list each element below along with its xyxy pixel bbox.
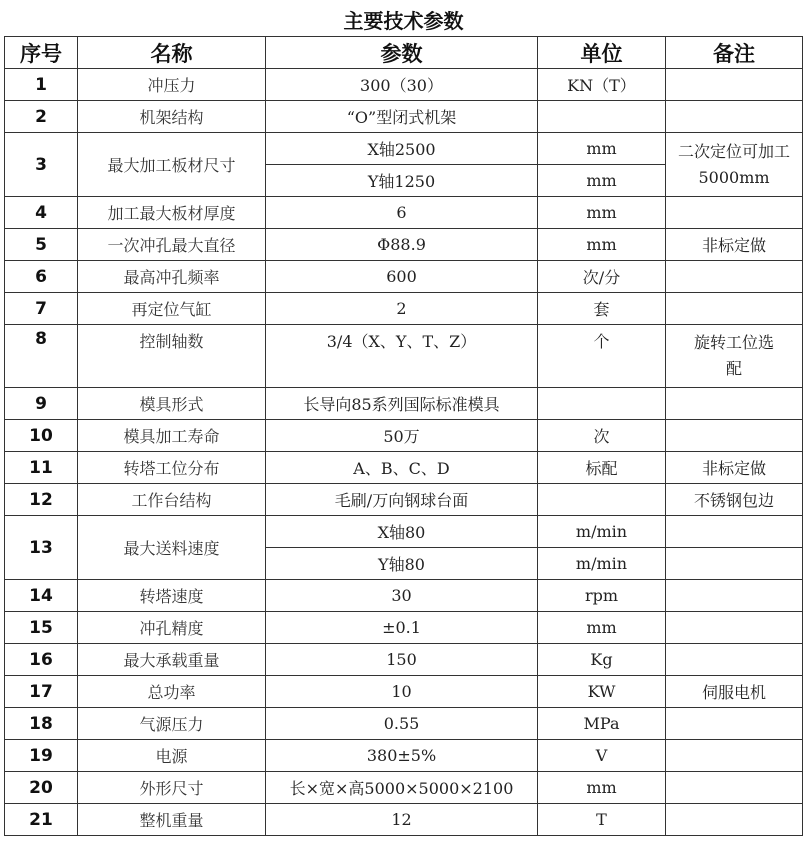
row-param: Y轴80 <box>266 548 538 580</box>
row-name: 冲压力 <box>78 69 266 101</box>
row-param: 2 <box>266 293 538 325</box>
row-unit: mm <box>538 197 666 229</box>
row-param: Φ88.9 <box>266 229 538 261</box>
row-unit: 次/分 <box>538 261 666 293</box>
row-note <box>666 261 803 293</box>
row-unit: V <box>538 740 666 772</box>
table-row <box>5 133 803 165</box>
row-param: “O”型闭式机架 <box>266 101 538 133</box>
row-note <box>666 388 803 420</box>
row-unit <box>538 484 666 516</box>
row-unit: mm <box>538 772 666 804</box>
row-name: 整机重量 <box>78 804 266 836</box>
table-row <box>5 229 803 261</box>
table-row <box>5 420 803 452</box>
row-note: 非标定做 <box>666 229 803 261</box>
table-row <box>5 516 803 548</box>
row-param: 10 <box>266 676 538 708</box>
row-unit: MPa <box>538 708 666 740</box>
row-unit: mm <box>538 612 666 644</box>
row-note <box>666 197 803 229</box>
row-unit: Kg <box>538 644 666 676</box>
row-seq: 9 <box>5 388 78 420</box>
document-title: 主要技术参数 <box>343 9 464 33</box>
row-seq: 18 <box>5 708 78 740</box>
table-row <box>5 261 803 293</box>
row-note: 伺服电机 <box>666 676 803 708</box>
row-name: 一次冲孔最大直径 <box>78 229 266 261</box>
row-name: 气源压力 <box>78 708 266 740</box>
row-param: X轴80 <box>266 516 538 548</box>
row-note <box>666 644 803 676</box>
row-param: 长×宽×高5000×5000×2100 <box>266 772 538 804</box>
row-note <box>666 548 803 580</box>
row-note: 不锈钢包边 <box>666 484 803 516</box>
row-name: 转塔速度 <box>78 580 266 612</box>
row-unit: m/min <box>538 548 666 580</box>
row-name: 加工最大板材厚度 <box>78 197 266 229</box>
row-param: Y轴1250 <box>266 165 538 197</box>
row-param: 300（30） <box>266 69 538 101</box>
row-seq: 16 <box>5 644 78 676</box>
row-name: 最大送料速度 <box>78 516 266 580</box>
row-seq: 12 <box>5 484 78 516</box>
row-seq: 10 <box>5 420 78 452</box>
row-param: X轴2500 <box>266 133 538 165</box>
row-param: 380±5% <box>266 740 538 772</box>
row-param: 长导向85系列国际标准模具 <box>266 388 538 420</box>
row-unit: 套 <box>538 293 666 325</box>
header-param: 参数 <box>266 37 538 69</box>
row-seq: 1 <box>5 69 78 101</box>
row-name: 机架结构 <box>78 101 266 133</box>
table-row <box>5 452 803 484</box>
row-seq: 7 <box>5 293 78 325</box>
row-seq: 4 <box>5 197 78 229</box>
row-name: 控制轴数 <box>78 325 266 388</box>
row-unit <box>538 101 666 133</box>
row-seq: 2 <box>5 101 78 133</box>
row-param: 150 <box>266 644 538 676</box>
row-seq: 3 <box>5 133 78 197</box>
table-row <box>5 388 803 420</box>
row-name: 最大承载重量 <box>78 644 266 676</box>
row-note: 二次定位可加工5000mm <box>666 133 803 197</box>
row-unit: 次 <box>538 420 666 452</box>
row-unit: 个 <box>538 325 666 388</box>
row-param: 12 <box>266 804 538 836</box>
row-seq: 21 <box>5 804 78 836</box>
row-note <box>666 293 803 325</box>
spec-table <box>4 36 803 836</box>
row-note <box>666 516 803 548</box>
header-name: 名称 <box>78 37 266 69</box>
row-param: A、B、C、D <box>266 452 538 484</box>
row-param: 3/4（X、Y、T、Z） <box>266 325 538 388</box>
row-seq: 14 <box>5 580 78 612</box>
header-row <box>5 37 803 69</box>
header-unit: 单位 <box>538 37 666 69</box>
row-seq: 19 <box>5 740 78 772</box>
row-name: 总功率 <box>78 676 266 708</box>
row-name: 最大加工板材尺寸 <box>78 133 266 197</box>
row-param: 毛刷/万向钢球台面 <box>266 484 538 516</box>
row-param: ±0.1 <box>266 612 538 644</box>
row-name: 模具加工寿命 <box>78 420 266 452</box>
row-seq: 6 <box>5 261 78 293</box>
row-unit: mm <box>538 165 666 197</box>
header-seq: 序号 <box>5 37 78 69</box>
row-note <box>666 612 803 644</box>
row-name: 转塔工位分布 <box>78 452 266 484</box>
row-seq: 11 <box>5 452 78 484</box>
row-name: 冲孔精度 <box>78 612 266 644</box>
table-row <box>5 804 803 836</box>
row-note: 旋转工位选配 <box>666 325 803 388</box>
row-name: 工作台结构 <box>78 484 266 516</box>
row-unit: mm <box>538 133 666 165</box>
row-name: 最高冲孔频率 <box>78 261 266 293</box>
row-note <box>666 804 803 836</box>
row-param: 0.55 <box>266 708 538 740</box>
row-unit: m/min <box>538 516 666 548</box>
row-seq: 20 <box>5 772 78 804</box>
row-seq: 15 <box>5 612 78 644</box>
row-name: 外形尺寸 <box>78 772 266 804</box>
table-row <box>5 708 803 740</box>
table-row <box>5 293 803 325</box>
row-unit <box>538 388 666 420</box>
table-row <box>5 612 803 644</box>
table-row <box>5 101 803 133</box>
row-unit: 标配 <box>538 452 666 484</box>
row-seq: 13 <box>5 516 78 580</box>
row-unit: KN（T） <box>538 69 666 101</box>
row-unit: mm <box>538 229 666 261</box>
table-row <box>5 772 803 804</box>
row-note <box>666 772 803 804</box>
table-row <box>5 644 803 676</box>
table-row <box>5 676 803 708</box>
row-unit: T <box>538 804 666 836</box>
table-row <box>5 580 803 612</box>
row-note: 非标定做 <box>666 452 803 484</box>
row-note <box>666 69 803 101</box>
row-unit: rpm <box>538 580 666 612</box>
row-note <box>666 101 803 133</box>
row-note <box>666 708 803 740</box>
row-name: 电源 <box>78 740 266 772</box>
row-note <box>666 740 803 772</box>
row-param: 6 <box>266 197 538 229</box>
table-row <box>5 197 803 229</box>
row-param: 600 <box>266 261 538 293</box>
table-row <box>5 69 803 101</box>
row-name: 再定位气缸 <box>78 293 266 325</box>
row-seq: 8 <box>5 325 78 388</box>
table-row <box>5 484 803 516</box>
row-name: 模具形式 <box>78 388 266 420</box>
table-row <box>5 325 803 388</box>
table-row <box>5 740 803 772</box>
row-unit: KW <box>538 676 666 708</box>
row-seq: 5 <box>5 229 78 261</box>
row-param: 30 <box>266 580 538 612</box>
row-seq: 17 <box>5 676 78 708</box>
row-note <box>666 420 803 452</box>
row-param: 50万 <box>266 420 538 452</box>
header-note: 备注 <box>666 37 803 69</box>
row-note <box>666 580 803 612</box>
